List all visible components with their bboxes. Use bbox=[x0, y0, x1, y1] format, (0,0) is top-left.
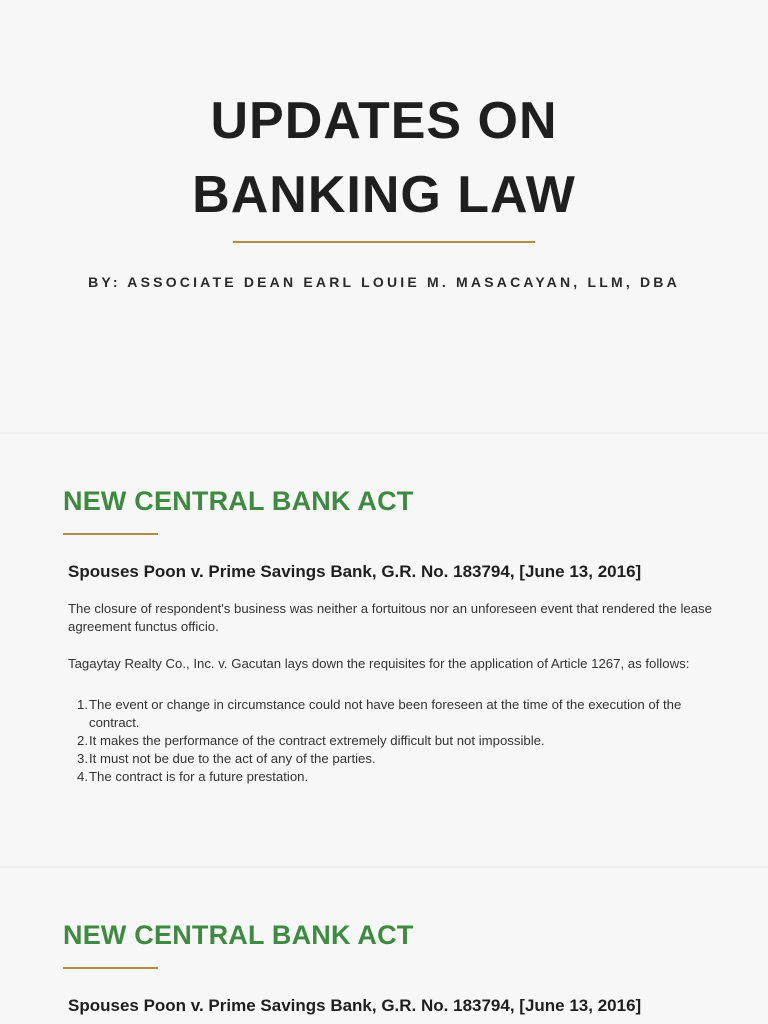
list-text: It makes the performance of the contract extremely difficult but not impossible. bbox=[89, 733, 545, 748]
heading-divider bbox=[63, 967, 158, 969]
slide-heading: NEW CENTRAL BANK ACT bbox=[63, 486, 414, 516]
slide-heading: NEW CENTRAL BANK ACT bbox=[63, 920, 414, 950]
requisites-list bbox=[68, 696, 718, 786]
title-line-2: BANKING LAW bbox=[192, 166, 576, 224]
list-item bbox=[68, 696, 718, 732]
list-text: The contract is for a future prestation. bbox=[89, 769, 309, 784]
title-line-1: UPDATES ON bbox=[210, 92, 558, 150]
paragraph-closure: The closure of respondent's business was neither a fortuitous nor an unforeseen event that rendered the lease agreement functus officio. bbox=[68, 601, 712, 634]
list-number: 4. bbox=[77, 769, 88, 784]
document-title bbox=[0, 84, 768, 232]
list-item bbox=[68, 732, 718, 750]
case-title: Spouses Poon v. Prime Savings Bank, G.R. No. 183794, [June 13, 2016] bbox=[68, 996, 642, 1015]
author-byline: BY: ASSOCIATE DEAN EARL LOUIE M. MASACAYAN, LLM, DBA bbox=[88, 274, 680, 290]
list-number: 1. bbox=[77, 697, 88, 712]
paragraph-requisites-intro: Tagaytay Realty Co., Inc. v. Gacutan lays down the requisites for the application of Article 1267, as follows: bbox=[68, 656, 690, 671]
case-title: Spouses Poon v. Prime Savings Bank, G.R. No. 183794, [June 13, 2016] bbox=[68, 562, 642, 581]
list-item bbox=[68, 750, 718, 768]
list-text: It must not be due to the act of any of the parties. bbox=[89, 751, 376, 766]
title-divider bbox=[233, 241, 535, 243]
list-item bbox=[68, 768, 718, 786]
heading-divider bbox=[63, 533, 158, 535]
list-text: The event or change in circumstance could not have been foreseen at the time of the execution of the contract. bbox=[89, 697, 682, 730]
cover-slide bbox=[0, 0, 768, 432]
list-number: 3. bbox=[77, 751, 88, 766]
slide-1 bbox=[0, 434, 768, 866]
slide-2 bbox=[0, 868, 768, 1024]
list-number: 2. bbox=[77, 733, 88, 748]
